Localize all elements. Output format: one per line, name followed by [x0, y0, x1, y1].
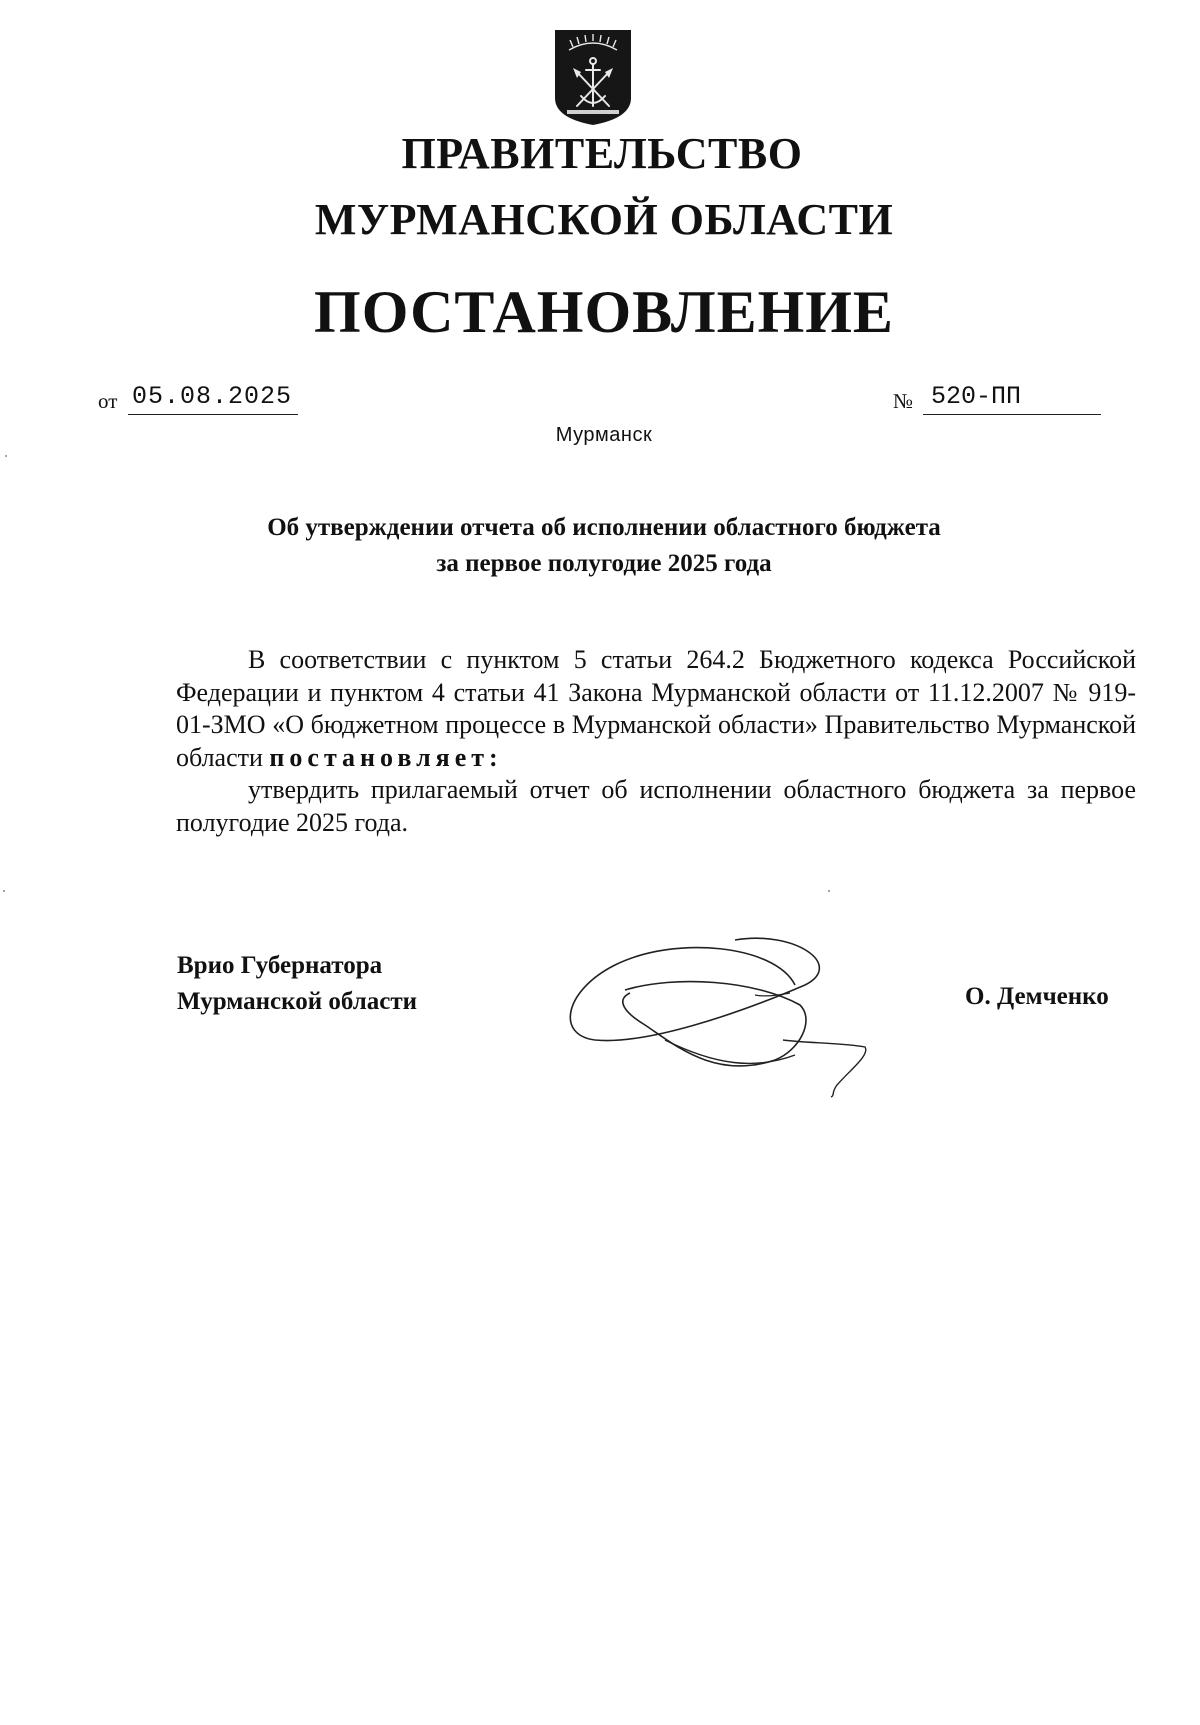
- coat-of-arms-icon: [553, 28, 633, 126]
- scan-speck: [5, 455, 7, 457]
- city-name: Мурманск: [555, 424, 653, 446]
- government-title-line-1: ПРАВИТЕЛЬСТВО: [401, 129, 803, 178]
- resolution-keyword: постановляет:: [269, 742, 503, 772]
- document-date: 05.08.2025: [128, 380, 298, 415]
- signatory-position: [177, 948, 417, 1020]
- body-paragraph-1: [176, 644, 1136, 774]
- number-prefix: №: [893, 389, 914, 413]
- handwritten-signature: [555, 925, 875, 1105]
- date-prefix: от: [98, 389, 118, 413]
- signatory-position-line-2: Мурманской области: [177, 988, 418, 1015]
- document-type-title: ПОСТАНОВЛЕНИЕ: [314, 279, 894, 345]
- subject-line-1: Об утверждении отчета об исполнении областного бюджета: [267, 514, 941, 541]
- signatory-position-line-1: Врио Губернатора: [177, 952, 383, 979]
- government-title-line-2: МУРМАНСКОЙ ОБЛАСТИ: [314, 195, 894, 244]
- document-body: [176, 644, 1136, 839]
- signatory-name: О. Демченко: [965, 983, 1109, 1010]
- scan-speck: [3, 890, 5, 892]
- subject-line-2: за первое полугодие 2025 года: [436, 550, 772, 577]
- document-number: 520-ПП: [923, 380, 1101, 415]
- body-paragraph-2: утвердить прилагаемый отчет об исполнении областного бюджета за первое полугодие 2025 года.: [176, 775, 1136, 837]
- scan-speck: [828, 890, 830, 892]
- paragraph-1-text: В соответствии с пунктом 5 статьи 264.2 Бюджетного кодекса Российской Федерации и пунктом 4 статьи 41 Закона Мурманской области от 11.12.2007 № 919-01-ЗМО «О бюджетном процессе в Мурманской области» Правительство Мурманской области: [176, 645, 1136, 772]
- document-subject: [0, 510, 1200, 582]
